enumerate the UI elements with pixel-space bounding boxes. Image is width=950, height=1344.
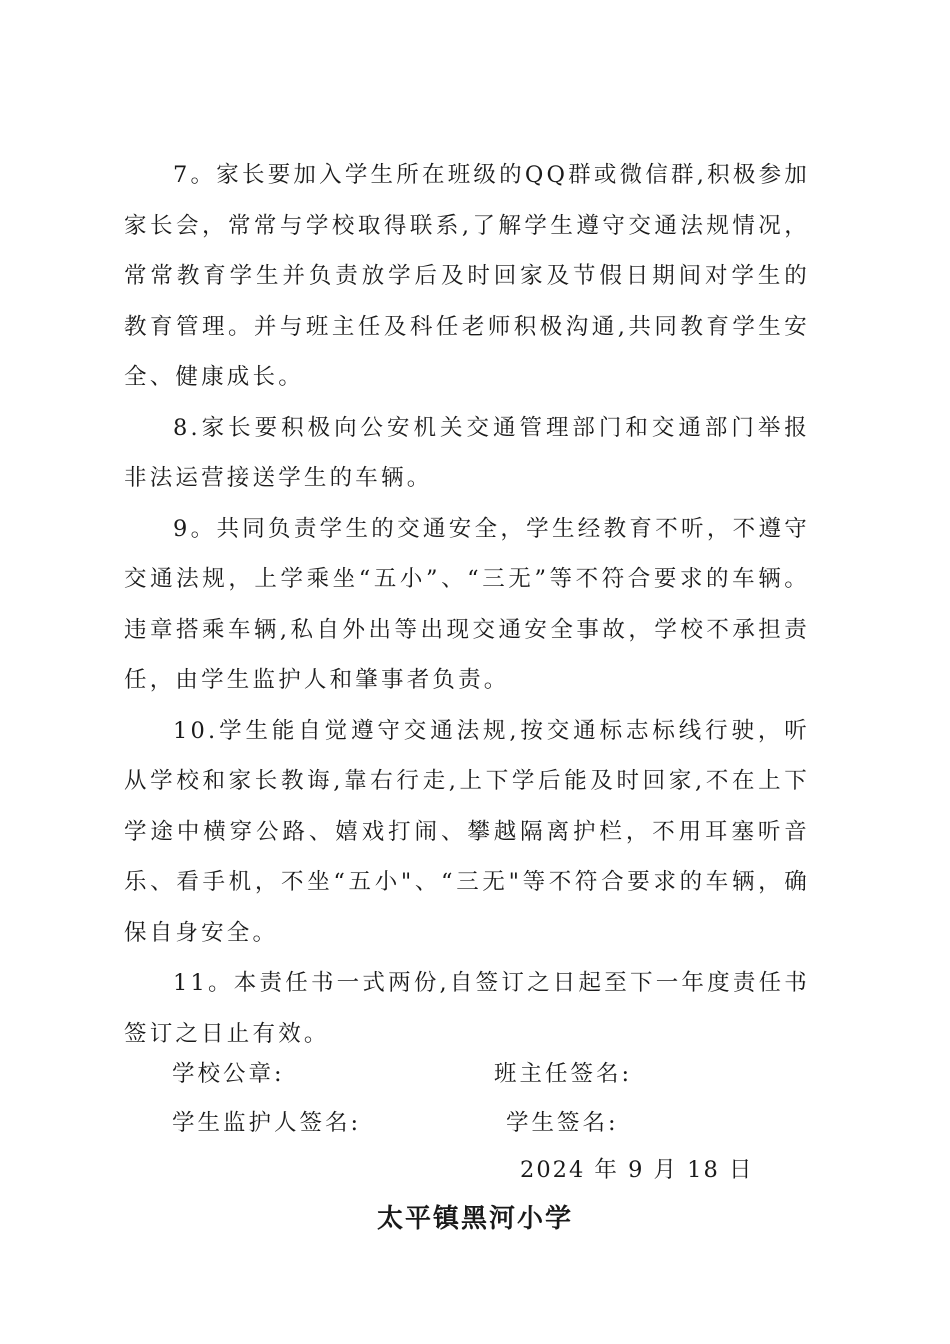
signing-date: 2024 年 9 月 18 日	[520, 1157, 754, 1183]
clause-9: 9。共同负责学生的交通安全，学生经教育不听，不遵守交通法规，上学乘坐“五小”、“三无”等不符合要求的车辆。违章搭乘车辆,私自外出等出现交通安全事故，学校不承担责任，由学生监护人和肇事者负责。	[124, 515, 810, 693]
clause-7: 7。家长要加入学生所在班级的QQ群或微信群,积极参加家长会，常常与学校取得联系,了解学生遵守交通法规情况，常常教育学生并负责放学后及时回家及节假日期间对学生的教育管理。并与班主任及科任老师积极沟通,共同教育学生安全、健康成长。	[124, 162, 810, 390]
head-teacher-signature-label: 班主任签名:	[494, 1061, 633, 1087]
clause-8: 8.家长要积极向公安机关交通管理部门和交通部门举报非法运营接送学生的车辆。	[124, 414, 810, 491]
school-seal-label: 学校公章:	[172, 1061, 285, 1087]
guardian-signature-label: 学生监护人签名:	[172, 1110, 362, 1136]
school-name: 太平镇黑河小学	[376, 1204, 573, 1234]
agreement-body	[124, 150, 810, 1059]
clause-10: 10.学生能自觉遵守交通法规,按交通标志标线行驶，听从学校和家长教诲,靠右行走,上下学后能及时回家,不在上下学途中横穿公路、嬉戏打闹、攀越隔离护栏，不用耳塞听音乐、看手机，不坐“五小"、“三无"等不符合要求的车辆，确保自身安全。	[124, 717, 810, 946]
clause-11: 11。本责任书一式两份,自签订之日起至下一年度责任书签订之日止有效。	[124, 970, 810, 1047]
student-signature-label: 学生签名:	[506, 1110, 619, 1136]
